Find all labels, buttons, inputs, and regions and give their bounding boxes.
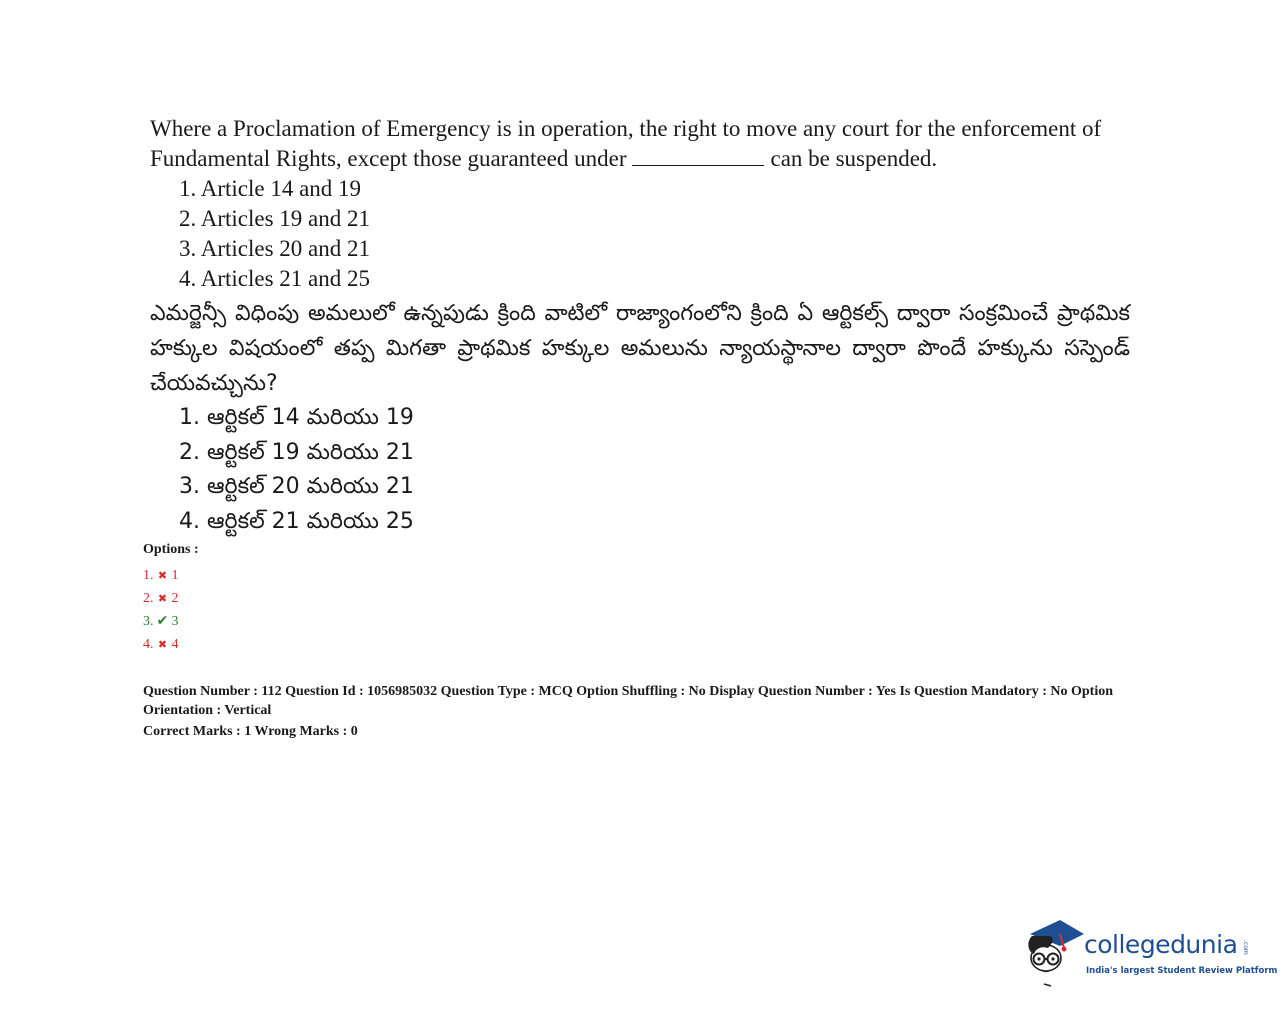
cross-icon: ✖ (157, 569, 168, 582)
cross-icon: ✖ (157, 638, 168, 651)
logo-wordmark: collegedunia (1084, 930, 1238, 959)
question-meta-line: Question Number : 112 Question Id : 1056985032 Question Type : MCQ Option Shuffling : No Display Question Number : Yes Is Question Mandatory : No Option Orientation : Vertical (143, 684, 1113, 718)
question-options-telugu-list (150, 401, 1130, 539)
question-option-telugu-1: 1. ఆర్టికల్ 14 మరియు 19 (179, 405, 414, 430)
answer-option-3 (143, 610, 199, 633)
question-meta (143, 683, 1143, 742)
question-option-telugu-3: 3. ఆర్టికల్ 20 మరియు 21 (179, 474, 414, 499)
cross-icon: ✖ (157, 592, 168, 605)
answer-option-value: 2 (171, 591, 179, 606)
answer-option-number: 4. (143, 637, 154, 652)
question-marks-line: Correct Marks : 1 Wrong Marks : 0 (143, 724, 358, 739)
question-block (150, 114, 1130, 539)
question-option-1: 1. Article 14 and 19 (179, 176, 362, 201)
question-options-list (150, 174, 1130, 294)
question-text-after-blank: can be suspended. (770, 146, 938, 171)
question-option-2: 2. Articles 19 and 21 (179, 206, 370, 231)
question-text (150, 114, 1130, 174)
check-icon: ✔ (156, 613, 169, 629)
answer-option-number: 1. (143, 568, 154, 583)
answer-blank (632, 147, 764, 166)
logo-domain: .com (1242, 940, 1249, 955)
question-option-4: 4. Articles 21 and 25 (179, 266, 370, 291)
question-text-before-blank: Where a Proclamation of Emergency is in operation, the right to move any court for the enforcement of Fundamental Rights, except those guaranteed under (150, 116, 1102, 171)
answer-option-1 (143, 564, 199, 587)
answer-option-value: 3 (171, 614, 179, 629)
options-title: Options : (143, 542, 199, 557)
question-option-telugu-4: 4. ఆర్టికల్ 21 మరియు 25 (179, 508, 414, 534)
mascot-icon (1024, 918, 1086, 988)
answer-option-number: 2. (143, 591, 154, 606)
answer-option-value: 1 (171, 568, 179, 583)
answer-option-value: 4 (171, 637, 179, 652)
question-option-telugu-2: 2. ఆర్టికల్ 19 మరియు 21 (179, 439, 414, 465)
logo-tagline: India's largest Student Review Platform (1086, 966, 1278, 976)
question-text-telugu: ఎమర్జెన్సీ విధింపు అమలులో ఉన్నపుడు క్రింది వాటిలో రాజ్యాంగంలోని క్రింది ఏ ఆర్టికల్స్ ద్వారా సంక్రమించే ప్రాథమిక హక్కుల విషయంలో తప్ప మిగతా ప్రాథమిక హక్కుల అమలును న్యాయస్థానాల ద్వారా పొందే హక్కును సస్పెండ్ చేయవచ్చును? (150, 301, 1130, 396)
collegedunia-logo[interactable] (1024, 918, 1278, 988)
answer-option-4 (143, 633, 199, 656)
answer-option-2 (143, 587, 199, 610)
question-option-3: 3. Articles 20 and 21 (179, 236, 370, 261)
answer-options (143, 541, 199, 656)
answer-option-number: 3. (143, 614, 154, 629)
